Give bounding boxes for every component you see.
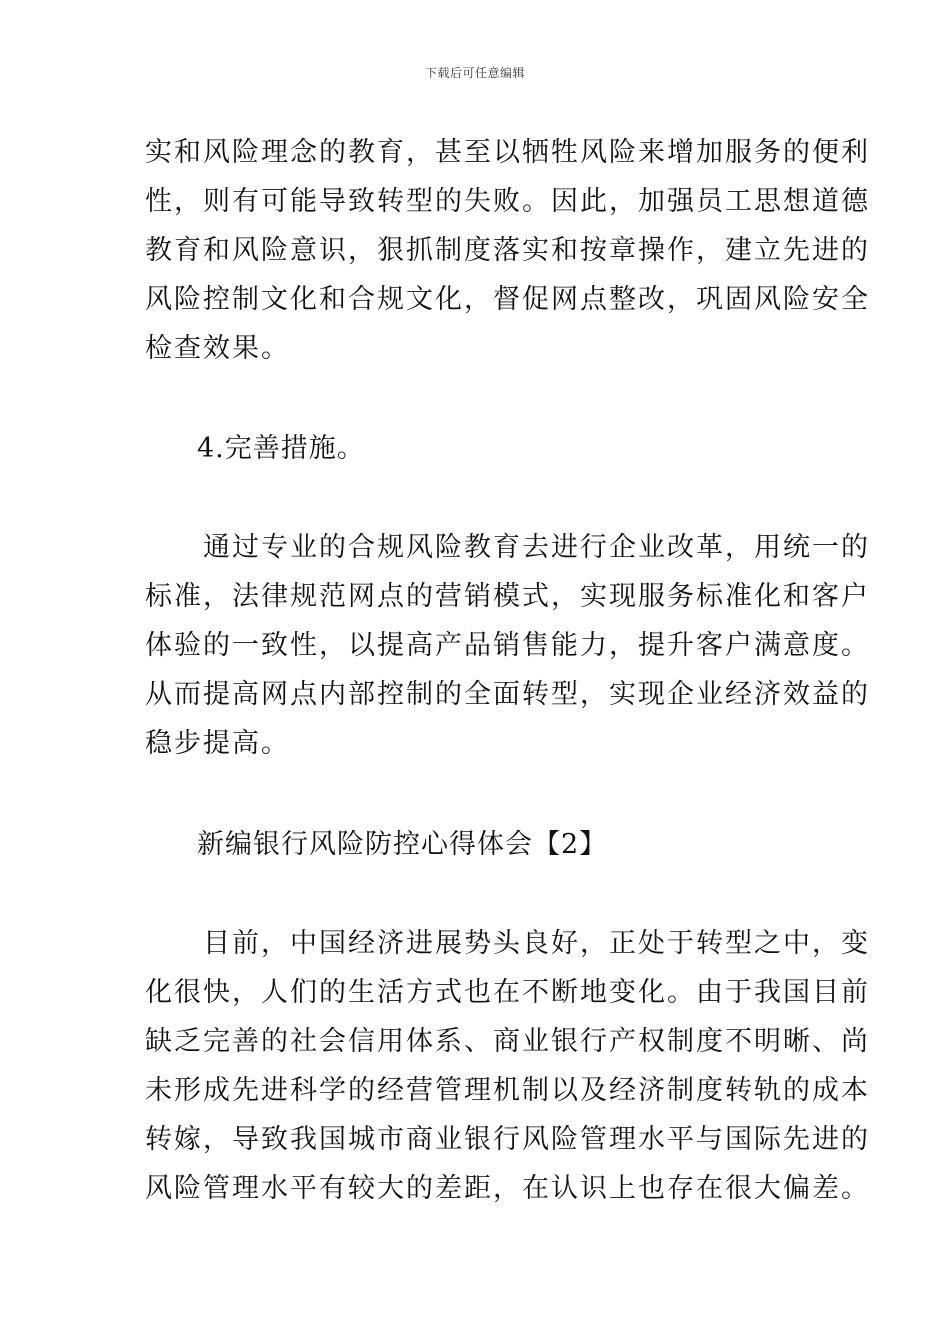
text-line: 检查效果。 (145, 333, 290, 364)
text-line: 风险管理水平有较大的差距，在认识上也存在很大偏差。 (145, 1173, 870, 1204)
text-line: 未形成先进科学的经营管理机制以及经济制度转轨的成本 (145, 1075, 870, 1106)
text-line: 实和风险理念的教育，甚至以牺牲风险来增加服务的便利 (145, 137, 870, 168)
text-line: 化很快，人们的生活方式也在不断地变化。由于我国目前 (145, 977, 870, 1008)
page-header: 下载后可任意编辑 (424, 66, 525, 80)
text-line: 目前，中国经济进展势头良好，正处于转型之中，变 (145, 928, 870, 959)
text-line: 缺乏完善的社会信用体系、商业银行产权制度不明晰、尚 (145, 1026, 870, 1057)
text-line: 风险控制文化和合规文化，督促网点整改，巩固风险安全 (145, 284, 870, 315)
text-line: 稳步提高。 (145, 728, 290, 759)
section-heading-title-2: 新编银行风险防控心得体会【2】 (197, 829, 608, 860)
text-line: 性，则有可能导致转型的失败。因此，加强员工思想道德 (145, 186, 870, 217)
section-heading-measures: 4.完善措施。 (197, 433, 365, 464)
paragraph-risk-culture (145, 128, 870, 373)
text-line: 标准，法律规范网点的营销模式，实现服务标准化和客户 (145, 581, 870, 612)
text-line: 通过专业的合规风险教育去进行企业改革，用统一的 (145, 532, 870, 563)
paragraph-compliance-education (145, 523, 870, 768)
paragraph-economy-overview (145, 919, 870, 1213)
text-line: 教育和风险意识，狠抓制度落实和按章操作，建立先进的 (145, 235, 870, 266)
text-line: 从而提高网点内部控制的全面转型，实现企业经济效益的 (145, 679, 870, 710)
text-line: 转嫁，导致我国城市商业银行风险管理水平与国际先进的 (145, 1124, 870, 1155)
text-line: 体验的一致性，以提高产品销售能力，提升客户满意度。 (145, 630, 870, 661)
